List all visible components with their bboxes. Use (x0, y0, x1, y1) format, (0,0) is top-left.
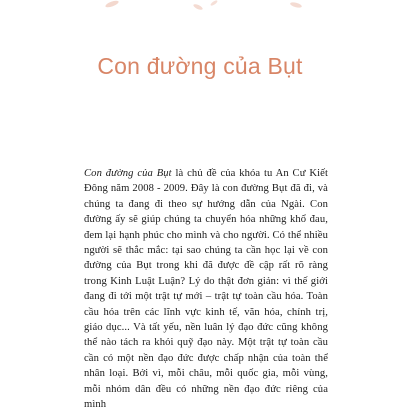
chapter-title: Con đường của Bụt (97, 53, 303, 80)
petal-1 (105, 0, 120, 9)
body-lead-italic: Con đường của Bụt (84, 168, 172, 179)
body-paragraph (84, 166, 328, 413)
petal-decoration (0, 0, 400, 20)
petal-3 (210, 0, 218, 7)
petal-4 (290, 1, 303, 8)
petal-2 (193, 3, 204, 11)
body-text: là chủ đề của khóa tu An Cư Kiết Đông năm 2008 - 2009. Đây là con đường Bụt đã đi, và chúng ta đang đi theo sự hướng dẫn của Ngài. Con đường ấy sẽ giúp chúng ta chuyển hóa những khổ đau, đem lại hạnh phúc cho mình và cho người. Có thể nhiều người sẽ thắc mắc: tại sao chúng ta cần học lại về con đường của Bụt trong khi đã được đề cập rất rõ ràng trong Kinh Luật Luận? Lý do thật đơn giản: vì thế giới đang đi tới một trật tự mới – trật tự toàn cầu hóa. Toàn cầu hóa trên các lĩnh vực kinh tế, văn hóa, chính trị, giáo dục... Và tất yếu, nền luân lý đạo đức cũng không thể nào tách ra khỏi quỹ đạo này. Một trật tự toàn cầu cần có một nền đạo đức được chấp nhận của toàn thể nhân loại. Bởi vì, mỗi châu, mỗi quốc gia, mỗi vùng, mỗi nhóm dân đều có những nền đạo đức riêng của mình (84, 168, 328, 411)
